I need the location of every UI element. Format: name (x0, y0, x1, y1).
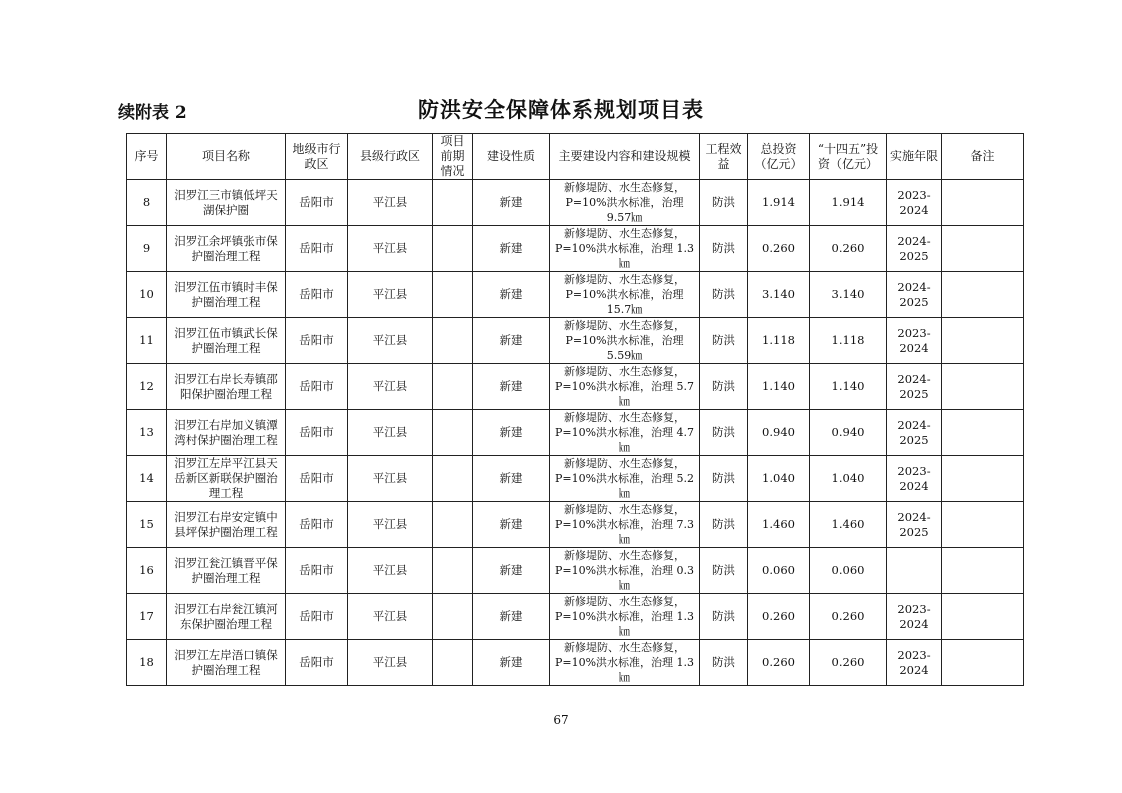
cell-years: 2023-2024 (887, 318, 942, 364)
cell-benefit: 防洪 (700, 502, 748, 548)
cell-14th-plan-investment: 0.060 (810, 548, 887, 594)
col-header-years: 实施年限 (887, 134, 942, 180)
cell-city: 岳阳市 (286, 226, 348, 272)
cell-benefit: 防洪 (700, 318, 748, 364)
cell-nature: 新建 (473, 364, 550, 410)
cell-years: 2024-2025 (887, 226, 942, 272)
cell-project-name: 汨罗江余坪镇张市保护圈治理工程 (167, 226, 286, 272)
cell-14th-plan-investment: 1.914 (810, 180, 887, 226)
cell-no: 10 (127, 272, 167, 318)
cell-total-investment: 0.060 (748, 548, 810, 594)
cell-no: 14 (127, 456, 167, 502)
table-row (127, 180, 1024, 226)
cell-city: 岳阳市 (286, 364, 348, 410)
cell-benefit: 防洪 (700, 410, 748, 456)
cell-county: 平江县 (348, 502, 433, 548)
cell-content: 新修堤防、水生态修复，P=10%洪水标准，治理 0.3㎞ (550, 548, 700, 594)
cell-prelim (433, 272, 473, 318)
table-row (127, 226, 1024, 272)
cell-nature: 新建 (473, 410, 550, 456)
cell-no: 9 (127, 226, 167, 272)
cell-city: 岳阳市 (286, 410, 348, 456)
header-row (127, 134, 1024, 180)
cell-project-name: 汨罗江右岸加义镇潭湾村保护圈治理工程 (167, 410, 286, 456)
cell-nature: 新建 (473, 456, 550, 502)
cell-content: 新修堤防、水生态修复，P=10%洪水标准，治理 15.7㎞ (550, 272, 700, 318)
cell-note (942, 456, 1024, 502)
appendix-label: 续附表 2 (118, 103, 187, 123)
cell-city: 岳阳市 (286, 502, 348, 548)
cell-note (942, 226, 1024, 272)
cell-total-investment: 3.140 (748, 272, 810, 318)
cell-prelim (433, 548, 473, 594)
cell-no: 15 (127, 502, 167, 548)
cell-benefit: 防洪 (700, 180, 748, 226)
cell-prelim (433, 364, 473, 410)
cell-total-investment: 0.260 (748, 226, 810, 272)
cell-project-name: 汨罗江左岸浯口镇保护圈治理工程 (167, 640, 286, 686)
cell-project-name: 汨罗江伍市镇武长保护圈治理工程 (167, 318, 286, 364)
cell-nature: 新建 (473, 548, 550, 594)
cell-total-investment: 1.040 (748, 456, 810, 502)
cell-project-name: 汨罗江伍市镇时丰保护圈治理工程 (167, 272, 286, 318)
cell-prelim (433, 640, 473, 686)
col-header-note: 备注 (942, 134, 1024, 180)
cell-note (942, 502, 1024, 548)
cell-county: 平江县 (348, 548, 433, 594)
col-header-benefit: 工程效益 (700, 134, 748, 180)
cell-note (942, 180, 1024, 226)
cell-no: 16 (127, 548, 167, 594)
cell-years: 2024-2025 (887, 410, 942, 456)
cell-no: 18 (127, 640, 167, 686)
cell-content: 新修堤防、水生态修复，P=10%洪水标准，治理 7.3㎞ (550, 502, 700, 548)
cell-city: 岳阳市 (286, 594, 348, 640)
cell-benefit: 防洪 (700, 640, 748, 686)
cell-total-investment: 0.940 (748, 410, 810, 456)
cell-content: 新修堤防、水生态修复，P=10%洪水标准，治理 1.3㎞ (550, 594, 700, 640)
cell-county: 平江县 (348, 456, 433, 502)
cell-city: 岳阳市 (286, 272, 348, 318)
cell-project-name: 汨罗江右岸瓮江镇河东保护圈治理工程 (167, 594, 286, 640)
cell-14th-plan-investment: 3.140 (810, 272, 887, 318)
col-header-city: 地级市行政区 (286, 134, 348, 180)
cell-prelim (433, 226, 473, 272)
cell-city: 岳阳市 (286, 548, 348, 594)
table-row (127, 502, 1024, 548)
cell-total-investment: 1.140 (748, 364, 810, 410)
page-number: 67 (553, 713, 569, 727)
cell-no: 11 (127, 318, 167, 364)
cell-county: 平江县 (348, 318, 433, 364)
col-header-nature: 建设性质 (473, 134, 550, 180)
table-row (127, 456, 1024, 502)
cell-years: 2024-2025 (887, 364, 942, 410)
cell-nature: 新建 (473, 226, 550, 272)
table-row (127, 548, 1024, 594)
table-row (127, 364, 1024, 410)
cell-14th-plan-investment: 1.118 (810, 318, 887, 364)
cell-total-investment: 0.260 (748, 640, 810, 686)
cell-nature: 新建 (473, 502, 550, 548)
cell-county: 平江县 (348, 640, 433, 686)
cell-county: 平江县 (348, 272, 433, 318)
cell-14th-plan-investment: 1.140 (810, 364, 887, 410)
col-header-name: 项目名称 (167, 134, 286, 180)
cell-note (942, 594, 1024, 640)
cell-total-investment: 1.460 (748, 502, 810, 548)
cell-14th-plan-investment: 1.040 (810, 456, 887, 502)
cell-benefit: 防洪 (700, 272, 748, 318)
cell-nature: 新建 (473, 318, 550, 364)
cell-note (942, 318, 1024, 364)
cell-county: 平江县 (348, 594, 433, 640)
cell-note (942, 364, 1024, 410)
cell-city: 岳阳市 (286, 180, 348, 226)
cell-nature: 新建 (473, 272, 550, 318)
cell-prelim (433, 410, 473, 456)
cell-total-investment: 0.260 (748, 594, 810, 640)
cell-years: 2023-2024 (887, 456, 942, 502)
cell-years: 2023-2024 (887, 594, 942, 640)
cell-14th-plan-investment: 0.260 (810, 640, 887, 686)
cell-prelim (433, 456, 473, 502)
cell-content: 新修堤防、水生态修复，P=10%洪水标准，治理 5.59㎞ (550, 318, 700, 364)
cell-prelim (433, 502, 473, 548)
cell-prelim (433, 318, 473, 364)
cell-years: 2024-2025 (887, 272, 942, 318)
cell-no: 13 (127, 410, 167, 456)
col-header-prelim: 项目前期情况 (433, 134, 473, 180)
col-header-total: 总投资（亿元） (748, 134, 810, 180)
cell-prelim (433, 180, 473, 226)
cell-city: 岳阳市 (286, 640, 348, 686)
cell-project-name: 汨罗江三市镇低坪天湖保护圈 (167, 180, 286, 226)
table-row (127, 410, 1024, 456)
cell-county: 平江县 (348, 364, 433, 410)
cell-nature: 新建 (473, 594, 550, 640)
cell-no: 17 (127, 594, 167, 640)
cell-project-name: 汨罗江瓮江镇晋平保护圈治理工程 (167, 548, 286, 594)
col-header-county: 县级行政区 (348, 134, 433, 180)
table-row (127, 318, 1024, 364)
cell-county: 平江县 (348, 180, 433, 226)
cell-years: 2023-2024 (887, 640, 942, 686)
cell-project-name: 汨罗江右岸长寿镇邵阳保护圈治理工程 (167, 364, 286, 410)
cell-content: 新修堤防、水生态修复，P=10%洪水标准，治理 5.7㎞ (550, 364, 700, 410)
cell-14th-plan-investment: 1.460 (810, 502, 887, 548)
cell-14th-plan-investment: 0.940 (810, 410, 887, 456)
cell-benefit: 防洪 (700, 226, 748, 272)
cell-content: 新修堤防、水生态修复，P=10%洪水标准，治理 5.2㎞ (550, 456, 700, 502)
col-header-content: 主要建设内容和建设规模 (550, 134, 700, 180)
cell-content: 新修堤防、水生态修复，P=10%洪水标准，治理 1.3㎞ (550, 640, 700, 686)
cell-city: 岳阳市 (286, 456, 348, 502)
project-table (126, 133, 1024, 686)
table-title: 防洪安全保障体系规划项目表 (418, 97, 704, 122)
cell-total-investment: 1.914 (748, 180, 810, 226)
cell-nature: 新建 (473, 180, 550, 226)
cell-note (942, 640, 1024, 686)
cell-content: 新修堤防、水生态修复，P=10%洪水标准，治理 9.57㎞ (550, 180, 700, 226)
cell-city: 岳阳市 (286, 318, 348, 364)
table-row (127, 640, 1024, 686)
col-header-plan: “十四五”投资（亿元） (810, 134, 887, 180)
cell-benefit: 防洪 (700, 364, 748, 410)
cell-no: 12 (127, 364, 167, 410)
table-row (127, 272, 1024, 318)
cell-content: 新修堤防、水生态修复，P=10%洪水标准，治理 4.7㎞ (550, 410, 700, 456)
cell-county: 平江县 (348, 226, 433, 272)
cell-no: 8 (127, 180, 167, 226)
cell-years: 2023-2024 (887, 180, 942, 226)
cell-content: 新修堤防、水生态修复，P=10%洪水标准，治理 1.3㎞ (550, 226, 700, 272)
cell-benefit: 防洪 (700, 548, 748, 594)
cell-years: 2024-2025 (887, 502, 942, 548)
cell-project-name: 汨罗江左岸平江县天岳新区新联保护圈治理工程 (167, 456, 286, 502)
cell-14th-plan-investment: 0.260 (810, 226, 887, 272)
cell-nature: 新建 (473, 640, 550, 686)
cell-years (887, 548, 942, 594)
cell-benefit: 防洪 (700, 594, 748, 640)
cell-county: 平江县 (348, 410, 433, 456)
cell-total-investment: 1.118 (748, 318, 810, 364)
cell-note (942, 548, 1024, 594)
cell-14th-plan-investment: 0.260 (810, 594, 887, 640)
cell-note (942, 410, 1024, 456)
cell-prelim (433, 594, 473, 640)
cell-note (942, 272, 1024, 318)
cell-benefit: 防洪 (700, 456, 748, 502)
col-header-no: 序号 (127, 134, 167, 180)
table-row (127, 594, 1024, 640)
cell-project-name: 汨罗江右岸安定镇中县坪保护圈治理工程 (167, 502, 286, 548)
